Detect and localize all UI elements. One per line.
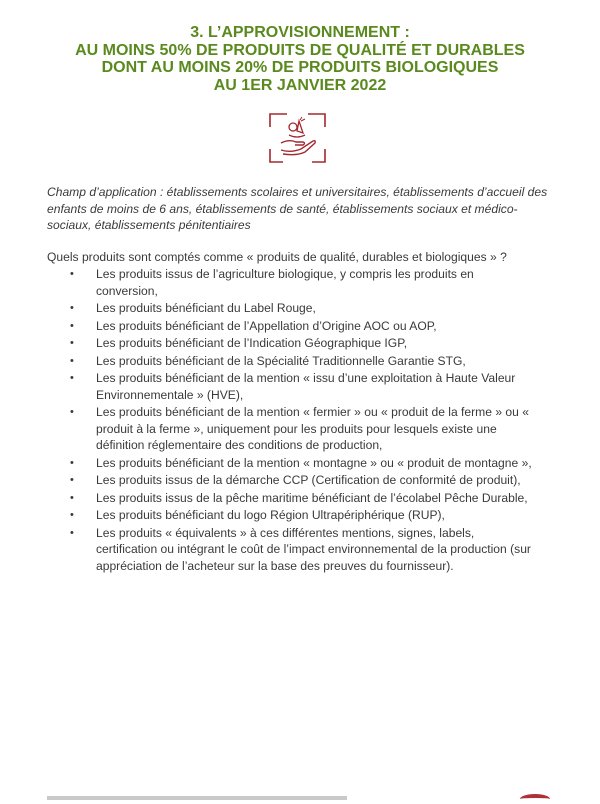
bullet: • (70, 302, 74, 314)
bullet: • (70, 372, 74, 384)
section-title (40, 24, 560, 94)
list-item-text: Les produits bénéficiant de la mention « montagne » ou « produit de montagne », (96, 455, 532, 470)
bullet: • (70, 354, 74, 367)
list-item-text: Les produits bénéficiant de l’Indication Géographique IGP, (96, 336, 408, 350)
list-item-text: Les produits issus de la démarche CCP (Certification de conformité de produit), (96, 473, 521, 487)
bullet: • (70, 337, 74, 349)
bullet: • (70, 406, 74, 418)
list-item (0, 318, 536, 335)
hand-holding-produce-icon-graphic (269, 113, 326, 163)
section-title-line: DONT AU MOINS 20% DE PRODUITS BIOLOGIQUES (101, 59, 499, 76)
list-item (0, 404, 536, 454)
list-item-text: Les produits bénéficiant du logo Région Ultrapériphérique (RUP), (96, 508, 445, 522)
list-item-text: Les produits bénéficiant du Label Rouge, (96, 301, 316, 315)
list-item-text: Les produits bénéficiant de la mention « fermier » ou « produit de la ferme » ou « produit à la ferme », uniquement pour les produits pour lesquels existe une définition réglementaire des conditions de production, (96, 405, 529, 452)
question-text: Quels produits sont comptés comme « produits de qualité, durables et biologiques » ? (47, 250, 507, 264)
bullet: • (70, 491, 74, 504)
list-item (0, 370, 536, 403)
list-item (0, 455, 536, 472)
footer-rule (47, 796, 347, 800)
list-item-text: Les produits bénéficiant de l’Appellation d’Origine AOC ou AOP, (96, 318, 437, 333)
bullet: • (70, 509, 74, 521)
list-item-text: Les produits « équivalents » à ces différentes mentions, signes, labels, certification ou intégrant le coût de l’impact environnemental de la production (sur appréciation de l’acheteur sur la base des preuves du fournisseur). (96, 525, 531, 573)
list-item (0, 300, 536, 317)
list-item (0, 335, 536, 352)
section-title-line: 3. L’APPROVISIONNEMENT : (190, 24, 410, 41)
list-item (0, 525, 536, 575)
product-list (0, 266, 560, 575)
list-item (0, 266, 536, 299)
hand-holding-produce-icon (269, 113, 326, 163)
bullet: • (70, 268, 74, 280)
section-title-line: AU 1ER JANVIER 2022 (213, 76, 387, 94)
bullet: • (70, 526, 74, 539)
list-item-text: Les produits bénéficiant de la mention « issu d’une exploitation à Haute Valeur Environnementale » (HVE), (96, 371, 516, 402)
footer-logo-mark (520, 794, 550, 804)
list-item (0, 353, 536, 370)
section-title-line: AU MOINS 50% DE PRODUITS DE QUALITÉ ET DURABLES (75, 41, 525, 59)
list-item-text: Les produits bénéficiant de la Spécialité Traditionnelle Garantie STG, (96, 353, 466, 368)
list-item-text: Les produits issus de l’agriculture biologique, y compris les produits en conversion, (96, 267, 474, 298)
bullet: • (70, 456, 74, 469)
list-item (0, 490, 536, 507)
list-item (0, 507, 536, 524)
bullet: • (70, 474, 74, 486)
bullet: • (70, 319, 74, 332)
list-item (0, 472, 536, 489)
scope-text: Champ d’application : établissements scolaires et universitaires, établissements d’accueil des enfants de moins de 6 ans, établissements de santé, établissements sociaux et médico-sociaux, établissements pénitentiaires (47, 185, 548, 232)
list-item-text: Les produits issus de la pêche maritime bénéficiant de l’écolabel Pêche Durable, (96, 490, 528, 505)
